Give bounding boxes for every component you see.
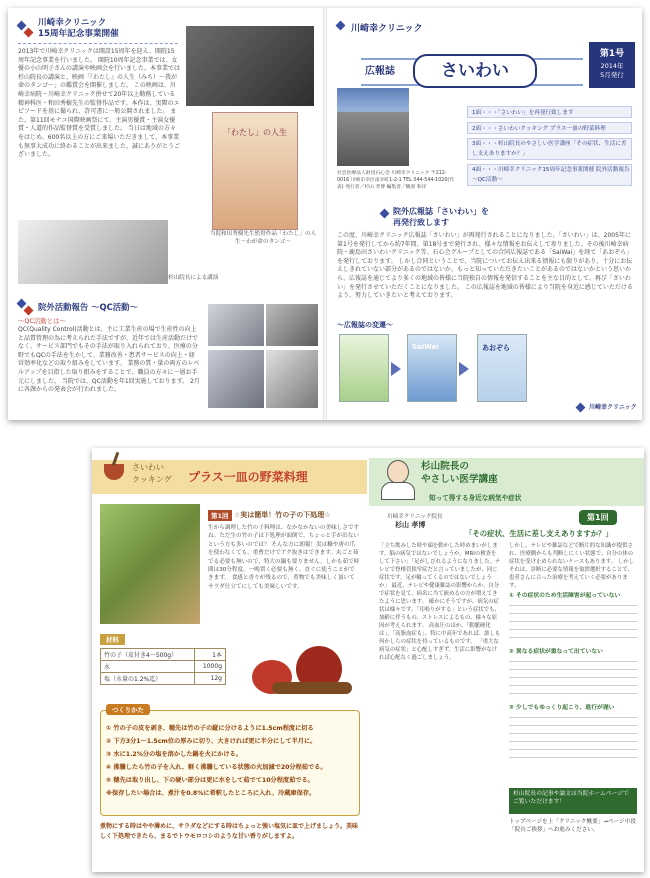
lecture-photo-1 [186, 26, 314, 106]
point-text-lines [509, 600, 637, 642]
issue-number: 第1号 [599, 49, 625, 59]
website-note-body[interactable]: トップページを上「クリニック概要」→ページ中段「院長ご挨拶」へお進みください。 [509, 819, 636, 833]
vegetable-illustration [242, 638, 358, 698]
clinic-building-photo [337, 88, 409, 166]
publisher-info: 社会医療法人財団石心会 川崎幸クリニック 〒212-0016 川崎市幸区南幸町1-2-1 TEL 044-544-1020(代表) 発行者／杉山 孝博 編集者／鴫原 和洋 [337, 171, 455, 190]
step: ※保存したい場合は、煮汁を0.8%に希釈したところに入れ、冷蔵庫保存。 [106, 790, 316, 797]
step: ① 竹の子の皮を剥き、穂先は竹の子の縦に分けるように1.5cm程度に切る [106, 725, 314, 732]
logo-mark-icon [24, 28, 34, 38]
clinic-logo-text: 川崎幸クリニック [351, 24, 423, 34]
qc-photo-4 [266, 350, 318, 408]
website-note-title: 杉山院長の記事や論文は当院ホームページでご覧いただけます！ [513, 791, 629, 805]
lecture-page [369, 448, 644, 872]
cooking-tag: さいわい クッキング [132, 463, 172, 484]
author-name: 杉山 孝博 [395, 521, 426, 529]
saiwai-masthead: さいわい [413, 54, 537, 88]
left-page [8, 8, 325, 420]
step: ② 下方3分1〜1.5cm位の厚みに切り、大きければ更に半分にして半月に。 [106, 738, 317, 745]
cover-aozora-title: あおぞら [482, 344, 510, 352]
lecture-body-col2: しかし、テレビや雑誌などで断片的な知識が提供され、医療側からも判断しにくい状態で、自分の体の症状を受け止められないケースもあります。 しかしそれは、診断に必要な情報を取捨選択することで、患者さんに合った治療を考えていく必要があります。 [509, 543, 634, 589]
point-text-lines [509, 712, 637, 758]
hensen-title: 〜広報誌の変遷〜 [337, 321, 393, 329]
lecture-point: ② 異なる症状が重なって出ていない [509, 649, 603, 655]
step: ③ 水に1.2%分の塩を溶かした鍋を火にかける。 [106, 751, 242, 758]
reissue-body: この度、川崎幸クリニック広報誌「さいわい」が再発行されることになりました。「さいわい」は、2005年に第1号を発行してから約7年間、第18号まで発行され、様々な情報をお伝えして参りました。その後川崎幸病院・鹿島田さいわいクリニック等、石心会グループとしての合同広報誌である「SaiWai」を経て「あおぞら」を発行しております。 しかし合同ということで、当院についてお伝え出来る情報にも限りがあり、十分にお伝えしきれていない部分があるのではないか、もっと知っていただきたいことがあるのではないかという思いから、広報誌を通じてより多くの地域の皆様に当院独自の情報を発信することを主な目的として、再び「さいわい」を発行させていただくことになりました。 この広報誌を地域の皆様により当院を身近に感じていただけるよう、努力していきたいと考えております。 [337, 232, 633, 300]
cooking-headline: ☆実は簡単！竹の子の下処理☆ [234, 511, 331, 519]
cooking-title: プラス一皿の野菜料理 [188, 470, 308, 484]
lecture-title: 杉山院長の やさしい医学講座 [421, 461, 498, 485]
footer-logo-text: 川崎幸クリニック [589, 404, 637, 411]
qc-photo-3 [208, 350, 264, 408]
reissue-title: 院外広報誌「さいわい」を 再発行致します [393, 207, 489, 227]
website-note-box [509, 788, 637, 814]
qc-subtitle: 〜QC活動とは〜 [18, 317, 66, 325]
clinic-logo-icon [336, 21, 346, 31]
logo-mark-icon [380, 209, 390, 219]
lecture-badge: 第1回 [579, 510, 617, 525]
qc-photo-2 [266, 304, 318, 346]
cooking-body: 生から調理した竹の子料理は、なかなかないの美味しさですね。ただ生の竹の子は下処理が面倒で、ちょっと手が出ないという方も多いのでは？ そんな方に朗報！実は糠や唐の爪を使わなくても、重曹だけでアク抜きはできます。丸ごと茹でる必要も無いので、特大の鍋も要りません。しかも茹で時間は30分程度。一晩置く必要も無く、直ぐに使うことができます。 食感と香りが残るので、煮物でも美味しく頂いてサラダ仕立てにしても美味しいです。 [208, 525, 360, 590]
lecture-question: 「その症状、生活に差し支えありますか？」 [465, 529, 613, 538]
issue-year: 2014年 [600, 62, 624, 70]
author-role: 川崎幸クリニック院長 [387, 514, 443, 520]
newsletter-spread-bottom [92, 448, 644, 872]
qc-title: 院外活動報告 〜QC活動〜 [38, 302, 138, 312]
table-row: 竹の子（皮付き4〜500g） 1本 [101, 649, 226, 661]
step: ⑤ 穂先は取り出し、下の硬い部分は更に水をして茹でて10分程度茹でる。 [106, 777, 314, 784]
toc-item[interactable]: 1面・・・「さいわい」を再発行致します [467, 106, 632, 118]
footer-logo-icon [576, 403, 586, 413]
issue-cover-saiwai [339, 334, 389, 402]
howto-label: つくりかた [106, 704, 150, 715]
toc-item[interactable]: 3面・・・杉山院長のやさしい医学講座「その症状、生活に差し支えありますか？」 [467, 138, 632, 160]
bamboo-dish-photo [100, 504, 200, 624]
anniversary-title: 川崎幸クリニック 15周年記念事業開催 [38, 18, 119, 39]
newsletter-spread-top [8, 8, 642, 420]
point-text-lines [509, 656, 637, 698]
movie-poster [212, 112, 298, 230]
movie-poster-title: 「わたし」の人生 [223, 128, 287, 137]
cover-saiwai-title: SaiWai [412, 343, 439, 351]
bowl-icon [100, 452, 128, 486]
issue-month: 5月発行 [600, 71, 624, 79]
toc-item[interactable]: 2面・・・さいわいクッキング プラス一皿の野菜料理 [467, 122, 632, 134]
lecture-point: ③ 少しでもゆっくり起こり、進行が遅い [509, 705, 615, 711]
ingredients-table [100, 648, 226, 685]
lecture-caption: 杉山院長による講演 [168, 275, 219, 281]
cooking-page [92, 448, 367, 872]
table-row: 塩（水量の1.2%迄） 12g [101, 673, 226, 685]
logo-mark-icon [17, 21, 27, 31]
kouhou-label: 広報誌 [365, 66, 395, 77]
cooking-badge: 第1回 [208, 510, 232, 521]
qc-photo-1 [208, 304, 264, 346]
arrow-icon [391, 362, 401, 376]
ingredients-label: 材料 [100, 634, 125, 645]
logo-mark-icon [17, 299, 27, 309]
step: ④ 沸騰したら竹の子を入れ、軽く沸騰している状態の火加減で20分程茹でる。 [106, 764, 327, 771]
lecture-body-col1: 「立ち飲みした時や頭を動かした時めまいがします。脳の病気ではないでしょうか。MRIの検査をして下さい」「足がしびれるようになりました。テレビで脊椎管狭窄症だと言っていましたが、同じ症状です。足が輪ってくるのではないでしょうか」 最近、テレビや健康雑誌の影響からか、自分で症状を見て、病名に当て嵌めるの方が増えてきたように思います。 確かにそうですが、病気の症状は様々です。「耳鳴りがする」という症状でも、加齢に伴うもの、ストレスによるもの、様々な原因が考えられます。 高血圧のほか、「動脈硬化は」、「高脂血症も」、特に中高年であれば、誰しも何かしらの症状を持っているものです。 「重大な病気の症状」と心配しすぎず、生活に影響がなければ心配なく過ごしましょう。 [379, 543, 501, 661]
qc-body: QC(Quality Control)活動とは、主に工業生産の場で生産性の向上と品質管理の為に考えられた手法ですが、近年では生産活動だけでなく、サービス部門でもその手法が取り入れられており、医療の分野でもQCの手法を生かして、業務改善・患者サービスの向上・経営効率化などの取り組みをしています。 業務の質・量の両方のレベルアップを目指した取り組みをすることで、職員の方々に一層お手元にしました。 当院では、QC活動を年1回実施しております。 2月に各課からの発表会が行われました。 [18, 326, 200, 394]
table-of-contents [467, 90, 635, 200]
issue-cover-saiwai-group [407, 334, 457, 402]
right-page [327, 8, 642, 420]
cooking-footer: 煮物にする時はやや薄めに、サラダなどにする時はちょっと強い塩気に皿で上げましょう。美味しく下処理できたら、まるでトウモロコシのような甘い香りがしますよ。 [100, 823, 358, 840]
lecture-photo-2 [18, 220, 168, 284]
howto-steps [106, 722, 356, 800]
logo-mark-icon [24, 306, 34, 316]
table-row: 水 1000g [101, 661, 226, 673]
movie-caption: 当院和田秀樹先生監督作品「わたし」の人生〜わが命のタンゴ〜 [209, 231, 317, 246]
lecture-point: ① その症状のため生活障害が起っていない [509, 593, 621, 599]
anniversary-body: 2013年で川崎幸クリニックは開設15周年を迎え、開院15周年記念事業を行いました。 開院10周年記念事業では、女優の小山明子さんの講演や映画会を行いました。本事業では杉山院長の講演と、映画「『わたし』の人生（みち）〜我が命のタンゴ〜」の鑑賞会を開催しました。 この映画は、川崎幸病院・川崎幸クリニック併せて20年以上勤務している精神科医・和田秀樹先生の監督作品です。本作は、実際のエピソードを基に撮られ、許可書に一般公開されました。 また、第11回モナコ国際映画祭にて、主演男優賞・主演女優賞・人道的作品監督賞を受賞しました。 当日は地域の方々をはじめ、600名以上の方にご来場いただきまして、本事業も無事大成功に終わることが出来ました。誠にありがとうございました。 [18, 48, 181, 159]
toc-item[interactable]: 4面・・・川崎幸クリニック15周年記念事業開催 院外活動報告 〜QC活動〜 [467, 164, 632, 186]
arrow-icon [459, 362, 469, 376]
issue-cover-aozora [477, 334, 527, 402]
issue-badge [589, 42, 635, 88]
lecture-subtitle: 知って得する身近な病気や症状 [429, 494, 522, 502]
title-divider [18, 43, 178, 44]
doctor-portrait-icon [379, 458, 415, 498]
